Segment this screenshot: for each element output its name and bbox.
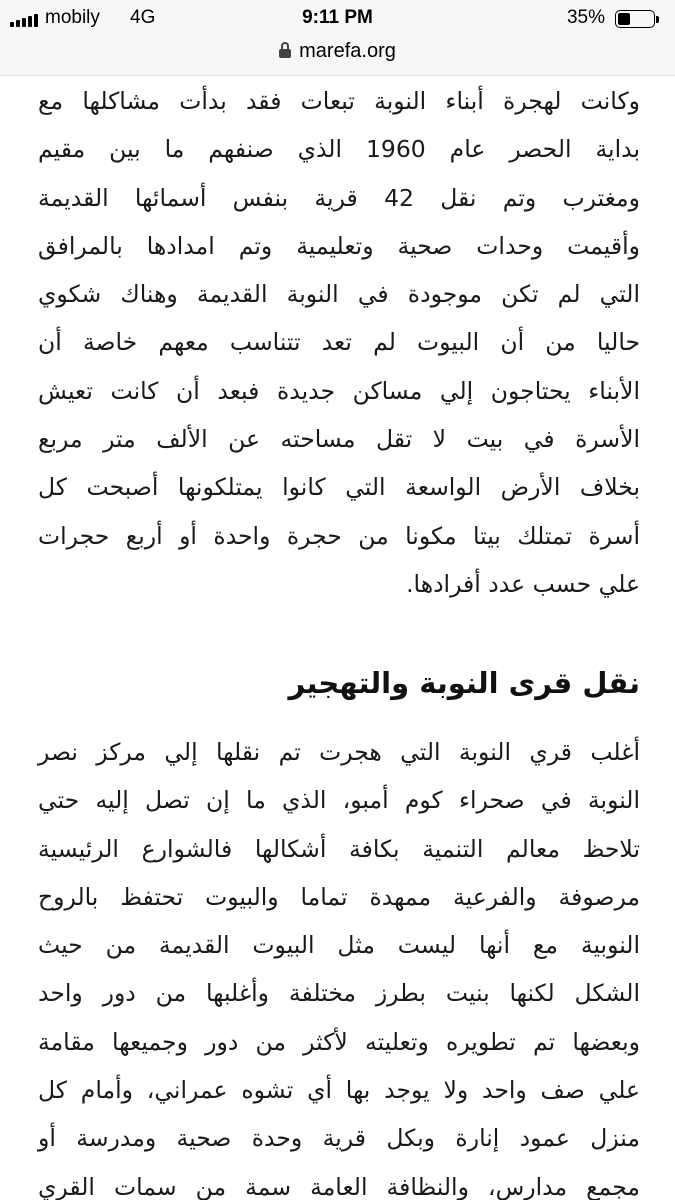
url-text: marefa.org	[299, 40, 396, 62]
paragraph-line: علي صف واحد ولا يوجد بها أي تشوه عمراني، وأمام كل	[38, 1076, 640, 1105]
paragraph-line: بخلاف الأرض الواسعة التي كانوا يمتلكونها أصبحت كل	[38, 473, 640, 502]
article-content	[0, 75, 675, 1200]
paragraph-line: علي حسب عدد أفرادها.	[406, 569, 640, 598]
paragraph-line: النوبة في صحراء كوم أمبو، الذي ما إن تصل إليه حتي	[38, 786, 640, 815]
paragraph-line: حاليا من أن البيوت لم تعد تتناسب معهم خاصة أن	[38, 328, 640, 357]
paragraph-line: النوبية مع أنها ليست مثل البيوت القديمة من حيث	[38, 931, 640, 960]
browser-chrome	[0, 0, 675, 76]
paragraph-line: الشكل لكنها بنيت بطرز مختلفة وأغلبها من دور واحد	[38, 979, 640, 1008]
paragraph-line: وأقيمت وحدات صحية وتعليمية وتم امدادها بالمرافق	[38, 231, 640, 260]
paragraph-line: مجمع مدارس، والنظافة العامة سمة من سمات القري	[38, 1172, 640, 1200]
article-paragraph	[38, 728, 640, 1200]
paragraph-line: تلاحظ معالم التنمية بكافة أشكالها فالشوارع الرئيسية	[38, 834, 640, 863]
paragraph-line: أسرة تمتلك بيتا مكونا من حجرة واحدة أو أربع حجرات	[38, 521, 640, 550]
article-paragraph	[38, 77, 640, 608]
carrier-name: mobily	[45, 7, 100, 28]
paragraph-line: الأبناء يحتاجون إلي مساكن جديدة فبعد أن كانت تعيش	[38, 376, 640, 405]
paragraph-line: منزل عمود إنارة وبكل قرية وحدة صحية ومدرسة أو	[38, 1124, 640, 1153]
battery-percentage: 35%	[566, 7, 605, 28]
address-bar[interactable]	[0, 36, 675, 66]
paragraph-line: ومغترب وتم نقل 42 قرية بنفس أسمائها القديمة	[38, 183, 640, 212]
paragraph-line: أغلب قري النوبة التي هجرت تم نقلها إلي مركز نصر	[38, 738, 640, 766]
battery-icon	[615, 10, 661, 30]
lock-icon	[279, 42, 291, 58]
network-type: 4G	[130, 7, 156, 28]
paragraph-line: بداية الحصر عام 1960 الذي صنفهم ما بين مقيم	[38, 135, 641, 164]
paragraph-line: وبعضها تم تطويره وتعليته لأكثر من دور وجميعها مقامة	[38, 1027, 640, 1056]
status-bar	[0, 0, 675, 38]
section-heading: نقل قرى النوبة والتهجير	[288, 666, 640, 700]
paragraph-line: وكانت لهجرة أبناء النوبة تبعات فقد بدأت مشاكلها مع	[38, 87, 640, 115]
paragraph-line: الأسرة في بيت لا تقل مساحته عن الألف متر مربع	[38, 425, 640, 454]
clock: 9:11 PM	[302, 7, 373, 28]
paragraph-line: مرصوفة والفرعية ممهدة تماما والبيوت تحتفظ بالروح	[38, 882, 640, 911]
paragraph-line: التي لم تكن موجودة في النوبة القديمة وهناك شكوي	[38, 280, 640, 309]
